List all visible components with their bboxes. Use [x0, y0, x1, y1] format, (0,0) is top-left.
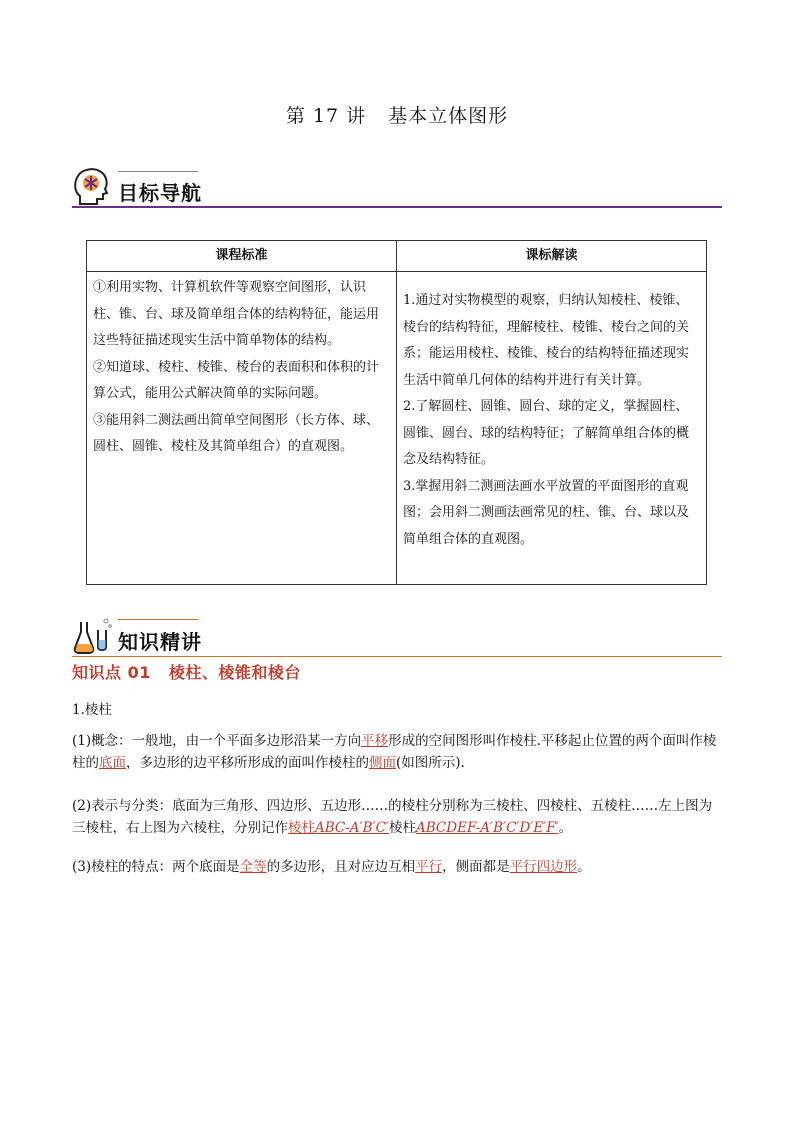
blank-answer: 侧面	[369, 755, 396, 771]
page-title	[0, 101, 794, 128]
section-divider	[72, 206, 722, 208]
blank-answer: 平移	[361, 733, 389, 749]
section-header-goals	[72, 166, 722, 210]
lecture-number: 第 17 讲	[285, 105, 367, 127]
blank-answer: 全等	[239, 859, 267, 875]
section-topline	[118, 619, 198, 620]
blank-answer: ABCDEF-A′B′C′D′E′F′	[416, 820, 559, 836]
paragraph-classification: (2)表示与分类：底面为三角形、四边形、五边形……的棱柱分别称为三棱柱、四棱柱、五棱柱……左上图为三棱柱，右上图为六棱柱，分别记作棱柱ABC-A′B′C′棱柱ABCDEF-A′B′C′D′E′F′。	[72, 798, 713, 836]
curriculum-table	[86, 240, 707, 585]
blank-answer: ABC-A′B′C′	[315, 820, 390, 836]
section-divider	[72, 656, 722, 657]
blank-answer: 底面	[99, 755, 126, 771]
standard-item: ③能用斜二测法画出简单空间图形（长方体、球、圆柱、圆锥、棱柱及其简单组合）的直观图。	[93, 412, 380, 454]
knowledge-point-heading	[72, 660, 301, 683]
content-heading: 1.棱柱	[72, 702, 112, 718]
brain-head-icon	[72, 166, 110, 210]
knowledge-point-number: 知识点 01	[72, 663, 151, 682]
section-header-knowledge	[72, 616, 722, 660]
paragraph-concept: (1)概念：一般地，由一个平面多边形沿某一方向平移形成的空间图形叫作棱柱.平移起止位置的两个面叫作棱柱的底面，多边形的边平移所形成的面叫作棱柱的侧面(如图所示).	[72, 733, 717, 771]
standard-item: ①利用实物、计算机软件等观察空间图形，认识柱、锥、台、球及简单组合体的结构特征，能运用这些特征描述现实生活中简单物体的结构。	[93, 280, 380, 348]
section-topline	[118, 171, 198, 172]
knowledge-point-title: 棱柱、棱锥和棱台	[168, 663, 301, 682]
standard-item: ②知道球、棱柱、棱锥、棱台的表面积和体积的计算公式，能用公式解决简单的实际问题。	[93, 359, 380, 401]
interpretation-item: 1.通过对实物模型的观察，归纳认知棱柱、棱锥、棱台的结构特征，理解棱柱、棱锥、棱台之间的关系；能运用棱柱、棱锥、棱台的结构特征描述现实生活中简单几何体的结构并进行有关计算。	[403, 293, 690, 388]
section-title: 目标导航	[118, 181, 202, 205]
interpretation-item: 3.掌握用斜二测画法画水平放置的平面图形的直观图；会用斜二测画法画常见的柱、锥、台、球以及简单组合体的直观图。	[403, 478, 690, 547]
paragraph-features: (3)棱柱的特点：两个底面是全等的多边形，且对应边互相平行，侧面都是平行四边形。	[72, 859, 591, 875]
blank-answer: 平行	[415, 859, 443, 875]
flask-icon	[72, 616, 112, 660]
table-row	[87, 272, 707, 585]
header-standard-interpretation: 课标解读	[397, 241, 707, 272]
standard-cell	[87, 272, 397, 585]
blank-answer: 棱柱	[288, 820, 315, 836]
header-curriculum-standard: 课程标准	[87, 241, 397, 272]
interpretation-cell	[397, 272, 707, 585]
lecture-topic: 基本立体图形	[388, 105, 509, 127]
section-title: 知识精讲	[118, 630, 202, 654]
interpretation-item: 2.了解圆柱、圆锥、圆台、球的定义，掌握圆柱、圆锥、圆台、球的结构特征；了解简单组合体的概念及结构特征。	[403, 399, 690, 467]
table-header-row	[87, 241, 707, 272]
blank-answer: 平行四边形	[509, 859, 578, 875]
